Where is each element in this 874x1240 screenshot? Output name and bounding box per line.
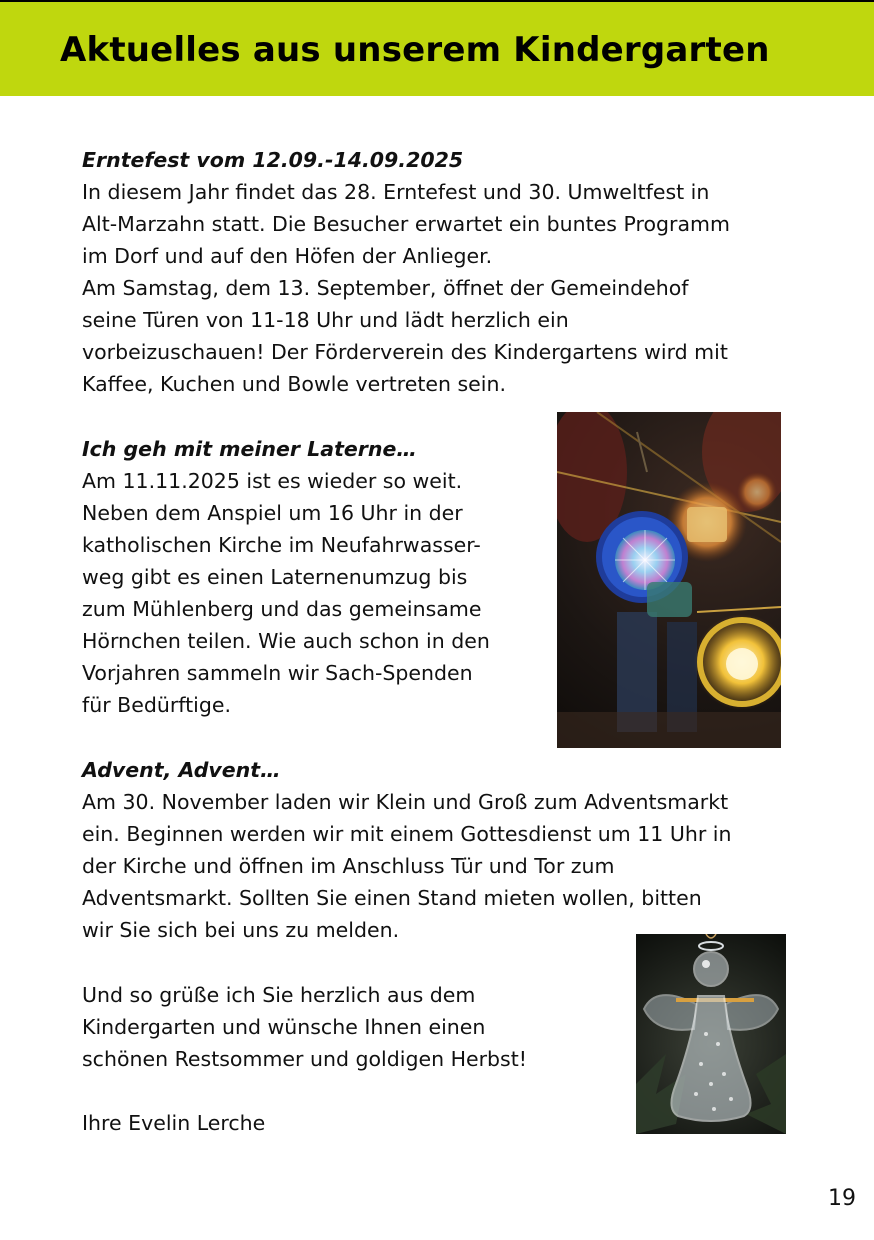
paragraph-line: Vorjahren sammeln wir Sach-Spenden [82, 661, 473, 685]
section-heading: Erntefest vom 12.09.-14.09.2025 [82, 148, 464, 172]
glass-angel-photo [636, 934, 786, 1134]
section-heading: Ich geh mit meiner Laterne… [82, 437, 417, 461]
paragraph-line: In diesem Jahr findet das 28. Erntefest und 30. Umweltfest in [82, 180, 710, 204]
page-number: 19 [828, 1186, 856, 1211]
glass-angel-illustration [636, 934, 786, 1134]
section-laterne [82, 433, 490, 721]
paragraph-line: Kindergarten und wünsche Ihnen einen [82, 1015, 486, 1039]
paragraph-line: Neben dem Anspiel um 16 Uhr in der [82, 501, 463, 525]
paragraph-line: der Kirche und öffnen im Anschluss Tür und Tor zum [82, 854, 615, 878]
section-heading: Advent, Advent… [82, 758, 281, 782]
paragraph-line: schönen Restsommer und goldigen Herbst! [82, 1047, 527, 1071]
paragraph-line: Am 30. November laden wir Klein und Groß zum Adventsmarkt [82, 790, 729, 814]
lantern-photo [557, 412, 781, 748]
page-title: Aktuelles aus unserem Kindergarten [60, 30, 770, 70]
section-advent [82, 754, 731, 946]
paragraph-line: ein. Beginnen werden wir mit einem Gottesdienst um 11 Uhr in [82, 822, 732, 846]
paragraph-line: Alt-Marzahn statt. Die Besucher erwartet ein buntes Programm [82, 212, 730, 236]
paragraph-line: für Bedürftige. [82, 693, 231, 717]
paragraph-line: Und so grüße ich Sie herzlich aus dem [82, 983, 476, 1007]
paragraph-line: weg gibt es einen Laternenumzug bis [82, 565, 468, 589]
paragraph-line: vorbeizuschauen! Der Förderverein des Kindergartens wird mit [82, 340, 728, 364]
paragraph-line: seine Türen von 11-18 Uhr und lädt herzlich ein [82, 308, 569, 332]
paragraph-line: katholischen Kirche im Neufahrwasser- [82, 533, 481, 557]
signature-text: Ihre Evelin Lerche [82, 1111, 266, 1135]
paragraph-line: wir Sie sich bei uns zu melden. [82, 918, 400, 942]
paragraph-line: Kaffee, Kuchen und Bowle vertreten sein. [82, 372, 506, 396]
section-erntefest [82, 144, 730, 400]
lantern-illustration [557, 412, 781, 748]
closing-greeting [82, 979, 527, 1075]
paragraph-line: zum Mühlenberg und das gemeinsame [82, 597, 482, 621]
paragraph-line: Am 11.11.2025 ist es wieder so weit. [82, 469, 463, 493]
paragraph-line: im Dorf und auf den Höfen der Anlieger. [82, 244, 493, 268]
paragraph-line: Am Samstag, dem 13. September, öffnet der Gemeindehof [82, 276, 689, 300]
paragraph-line: Adventsmarkt. Sollten Sie einen Stand mieten wollen, bitten [82, 886, 702, 910]
paragraph-line: Hörnchen teilen. Wie auch schon in den [82, 629, 490, 653]
header-band [0, 0, 874, 96]
signature [82, 1107, 265, 1139]
